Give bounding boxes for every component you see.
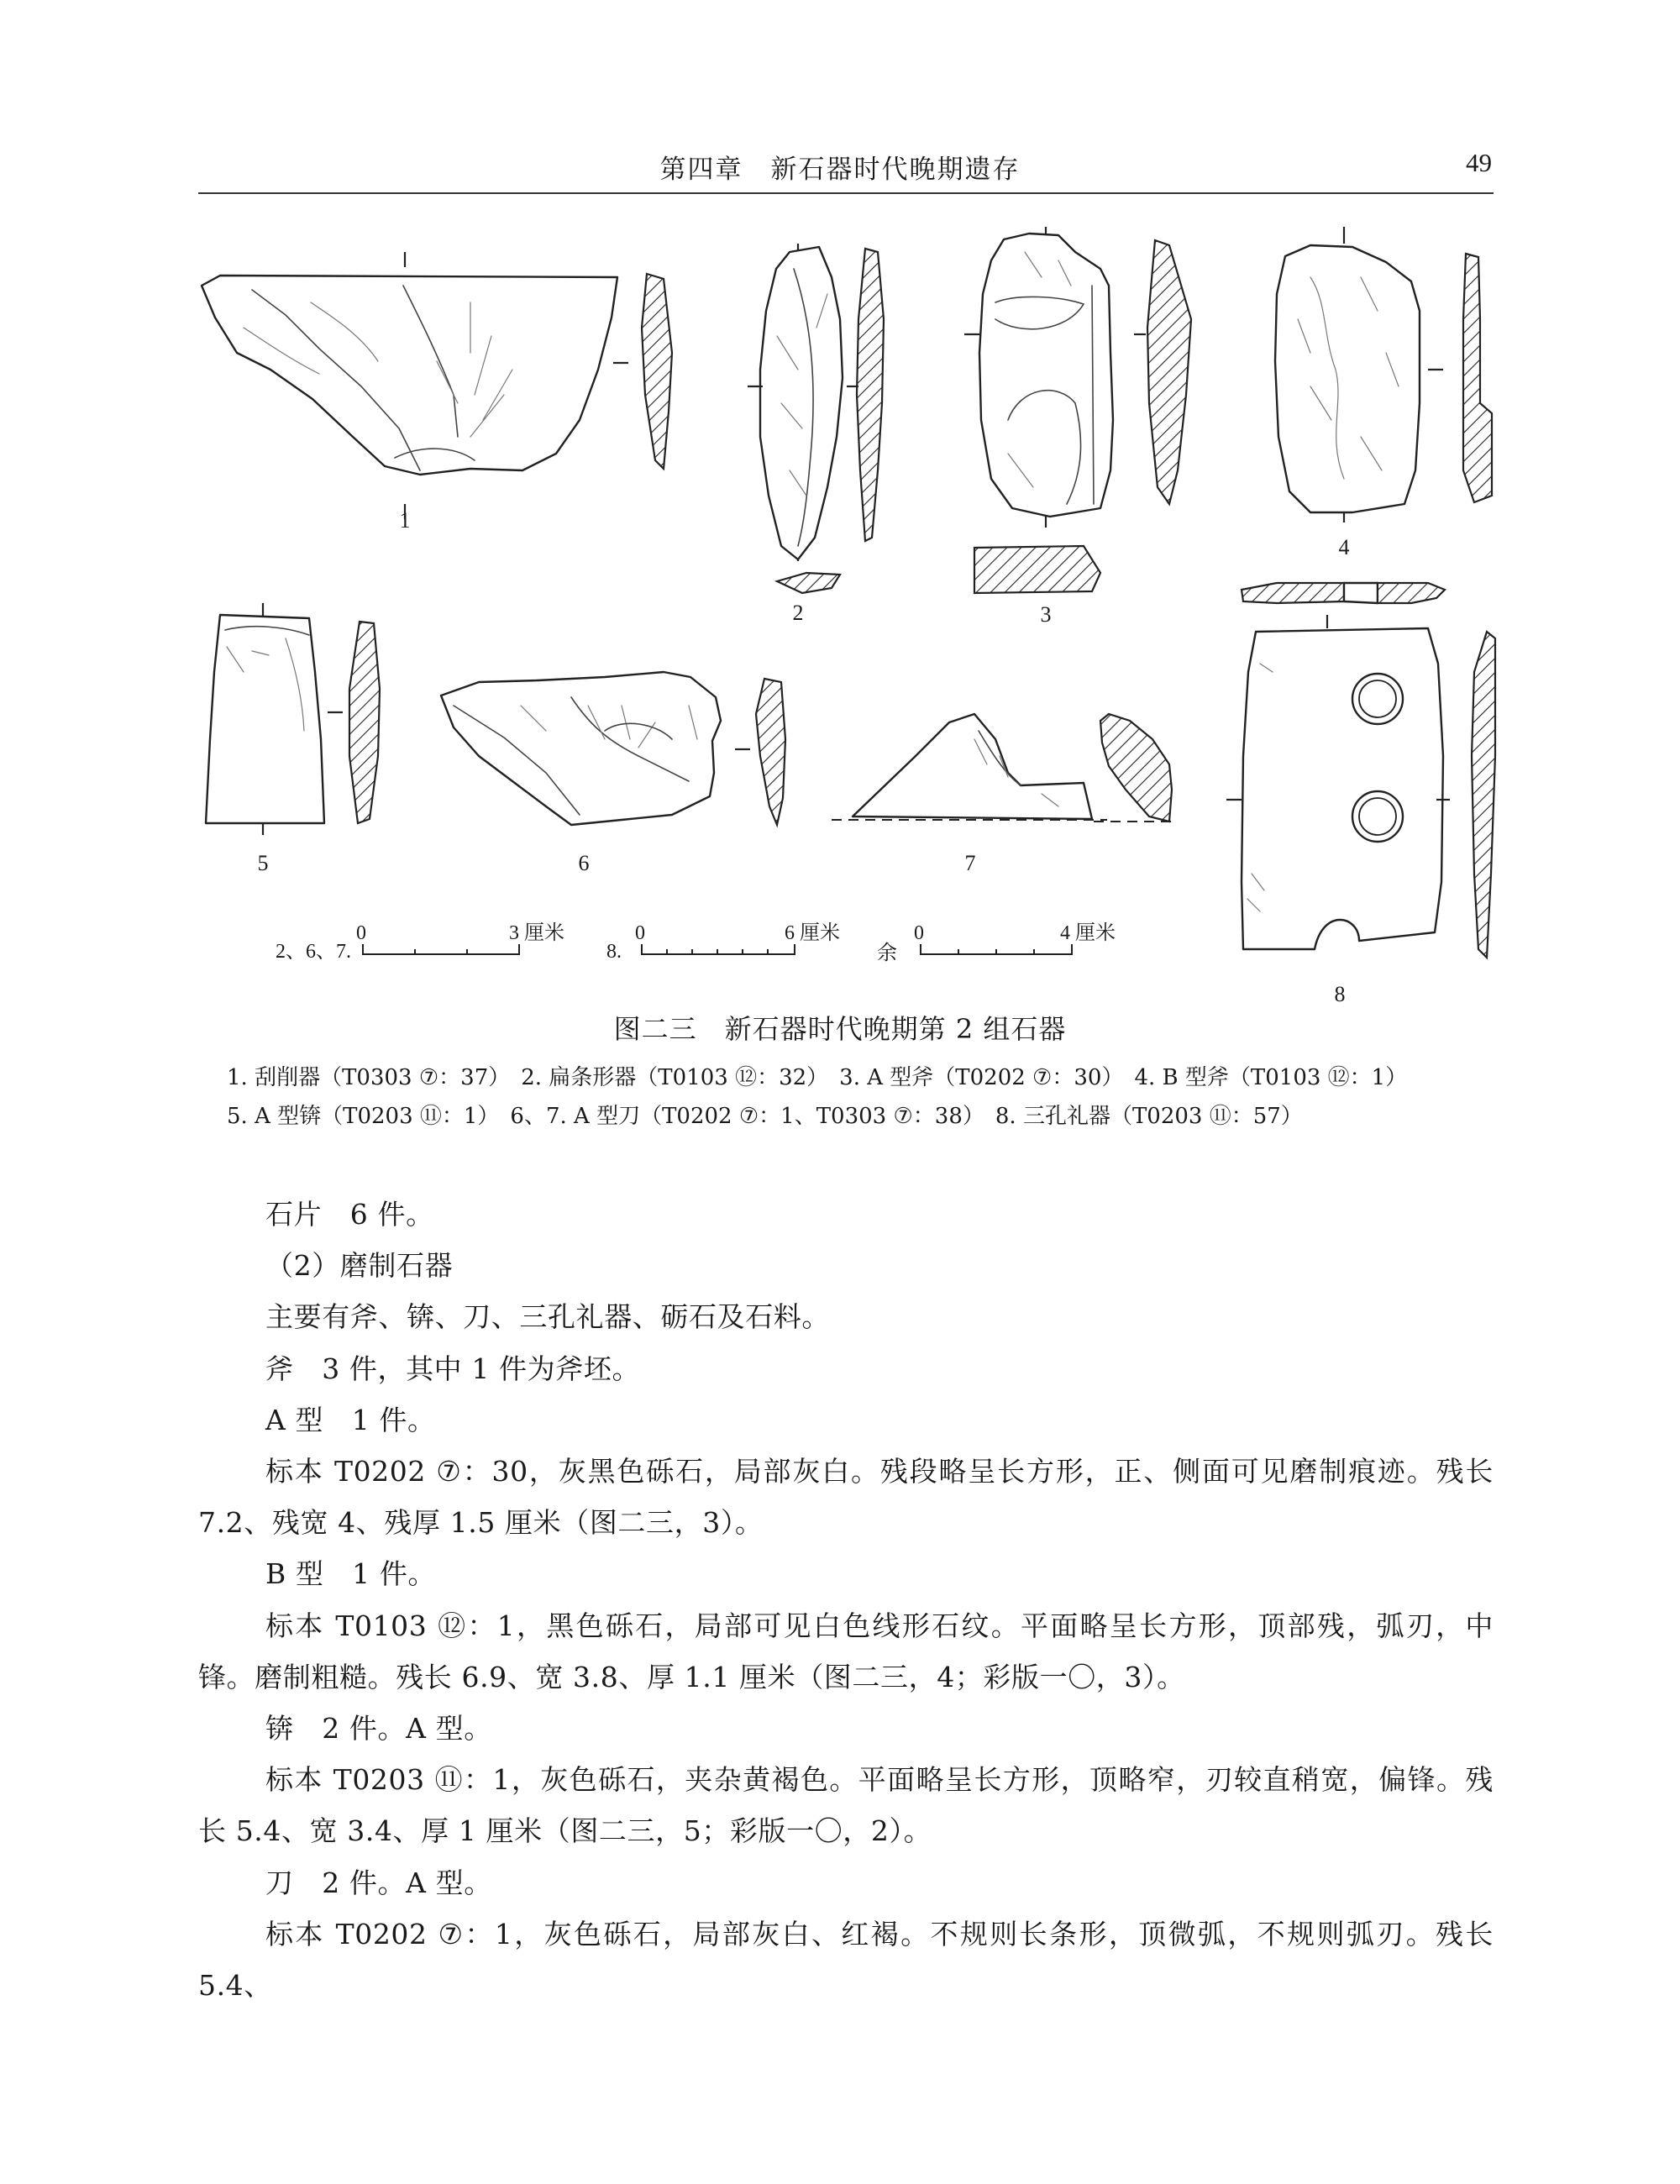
paragraph: 标本 T0202 ⑦：30，灰黑色砾石，局部灰白。残段略呈长方形，正、侧面可见磨制痕迹。残长 7.2、残宽 4、残厚 1.5 厘米（图二三，3）。	[198, 1455, 1494, 1540]
paragraph: 锛 2 件。A 型。	[265, 1712, 492, 1746]
figure-legend-line-2: 5. A 型锛（T0203 ⑪：1） 6、7. A 型刀（T0202 ⑦：1、T0303 ⑦：38） 8. 三孔礼器（T0203 ⑪：57）	[227, 1104, 1303, 1129]
scale-bar-zero: 0	[914, 922, 924, 944]
artifact-1-scraper	[202, 252, 672, 519]
figure-label-4: 4	[1338, 535, 1350, 559]
paragraph: 标本 T0103 ⑫：1，黑色砾石，局部可见白色线形石纹。平面略呈长方形，顶部残，弧刃，中锋。磨制粗糙。残长 6.9、宽 3.8、厚 1.1 厘米（图二三，4；彩版一〇，3）。	[198, 1609, 1494, 1693]
artifact-2-flat-strip	[748, 244, 884, 593]
figure-label-6: 6	[578, 851, 590, 875]
paragraph: 标本 T0202 ⑦：1，灰色砾石，局部灰白、红褐。不规则长条形，顶微弧，不规则弧刃。残长 5.4、	[198, 1917, 1494, 2003]
figure-label-1: 1	[399, 508, 411, 533]
scale-bar-max: 4 厘米	[1060, 922, 1116, 944]
figure-label-2: 2	[792, 601, 804, 625]
figure-drawings	[0, 0, 1680, 1042]
figure-label-3: 3	[1040, 602, 1052, 627]
scale-bar-prefix: 余	[877, 942, 897, 964]
page-number: 49	[1466, 148, 1492, 177]
artifact-6-a-knife	[441, 672, 785, 825]
paragraph: B 型 1 件。	[265, 1557, 437, 1591]
scale-bar-max: 3 厘米	[509, 922, 564, 944]
figure-caption: 图二三 新石器时代晚期第 2 组石器	[613, 1013, 1067, 1045]
figure-label-5: 5	[257, 851, 269, 875]
figure-label-8: 8	[1334, 982, 1346, 1006]
paragraph: A 型 1 件。	[265, 1403, 436, 1436]
section-heading: （2）磨制石器	[265, 1249, 454, 1283]
scale-bar-zero: 0	[356, 922, 366, 944]
scale-bar-rest	[877, 921, 1116, 964]
artifact-7-a-knife	[832, 714, 1176, 822]
scale-bar-8	[606, 921, 840, 963]
paragraph: 石片 6 件。	[265, 1198, 434, 1231]
paragraph: 标本 T0203 ⑪：1，灰色砾石，夹杂黄褐色。平面略呈长方形，顶略窄，刃较直稍宽，偏锋。残长 5.4、宽 3.4、厚 1 厘米（图二三，5；彩版一〇，2）。	[198, 1763, 1494, 1848]
scale-bar-prefix: 8.	[606, 941, 622, 963]
artifact-3-a-axe	[964, 227, 1191, 593]
body-text	[198, 1189, 1494, 2011]
scale-bar-max: 6 厘米	[785, 922, 840, 944]
artifact-5-a-adze	[206, 603, 380, 835]
figure-label-7: 7	[964, 851, 976, 875]
paragraph: 斧 3 件，其中 1 件为斧坯。	[265, 1352, 641, 1385]
scale-bar-2-6-7	[276, 921, 564, 963]
artifact-8-three-hole-ritual-object	[1226, 583, 1495, 958]
scale-bar-zero: 0	[635, 922, 645, 944]
paragraph: 主要有斧、锛、刀、三孔礼器、砺石及石料。	[265, 1300, 830, 1334]
scale-bar-prefix: 2、6、7.	[276, 941, 351, 963]
running-header-title: 第四章 新石器时代晚期遗存	[659, 155, 1021, 185]
artifact-4-b-axe	[1275, 227, 1492, 522]
paragraph: 刀 2 件。A 型。	[265, 1866, 492, 1899]
figure-legend-line-1: 1. 刮削器（T0303 ⑦：37） 2. 扁条形器（T0103 ⑫：32） 3. A 型斧（T0202 ⑦：30） 4. B 型斧（T0103 ⑫：1）	[227, 1065, 1408, 1090]
